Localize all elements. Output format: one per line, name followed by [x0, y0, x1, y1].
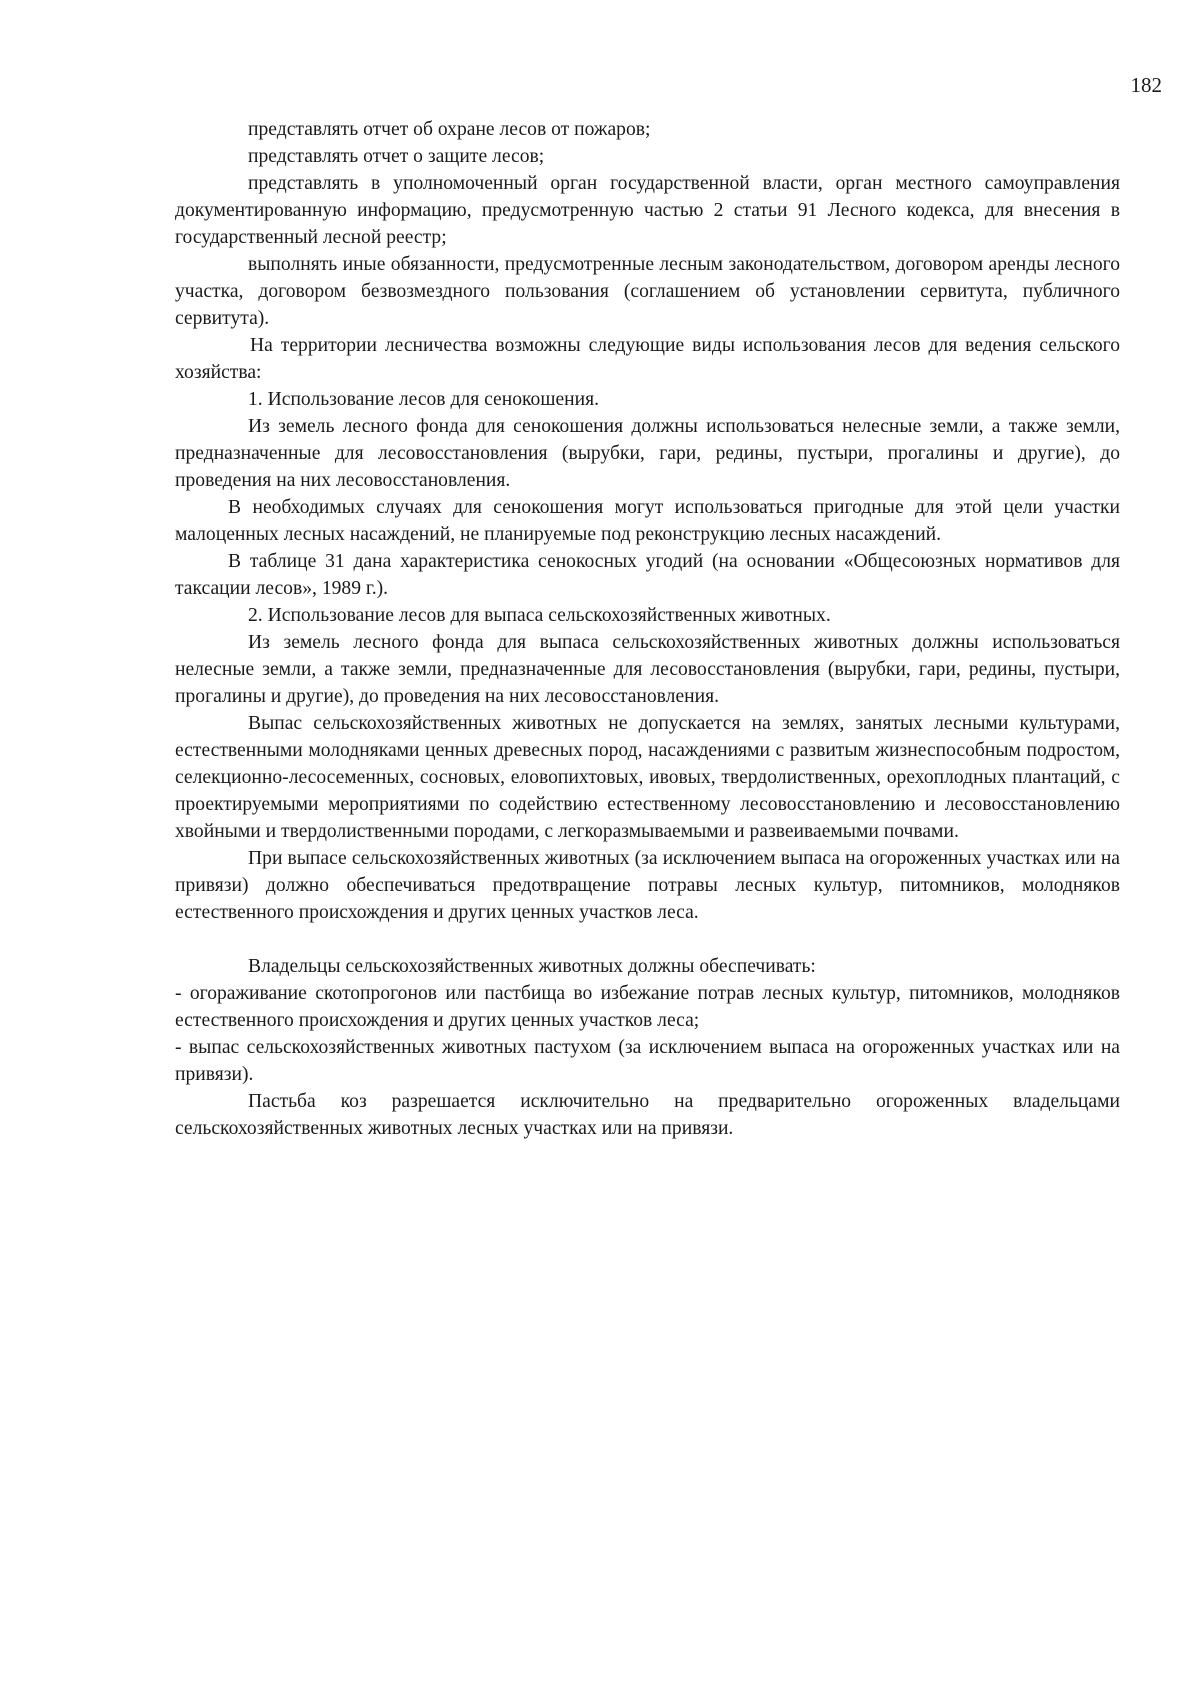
- paragraph: В таблице 31 дана характеристика сенокосных угодий (на основании «Общесоюзных нормативов для таксации лесов», 1989 г.).: [175, 551, 1120, 599]
- paragraph: Из земель лесного фонда для выпаса сельскохозяйственных животных должны использоваться нелесные земли, а также земли, предназначенные для лесовосстановления (вырубки, гари, редины, пустыри, прогалины и другие), до проведения на них лесовосстановления.: [175, 632, 1120, 707]
- page-number: 182: [1130, 73, 1162, 97]
- paragraph: выполнять иные обязанности, предусмотренные лесным законодательством, договором аренды лесного участка, договором безвозмездного пользования (соглашением об установлении сервитута, публичного сервитута).: [175, 254, 1120, 329]
- paragraph: Пастьба коз разрешается исключительно на предварительно огороженных владельцами сельскохозяйственных животных лесных участках или на привязи.: [175, 1091, 1120, 1139]
- section-heading: 1. Использование лесов для сенокошения.: [248, 389, 600, 410]
- paragraph: Из земель лесного фонда для сенокошения должны использоваться нелесные земли, а также земли, предназначенные для лесовосстановления (вырубки, гари, редины, пустыри, прогалины и другие), до проведения на них лесовосстановления.: [175, 416, 1120, 491]
- paragraph: В необходимых случаях для сенокошения могут использоваться пригодные для этой цели участки малоценных лесных насаждений, не планируемые под реконструкцию лесных насаждений.: [175, 497, 1120, 545]
- paragraph: представлять отчет о защите лесов;: [248, 146, 545, 167]
- paragraph: Выпас сельскохозяйственных животных не допускается на землях, занятых лесными культурами, естественными молодняками ценных древесных пород, насаждениями с развитым жизнеспособным подростом, селекционно-лесосеменных, сосновых, еловопихтовых, ивовых, твердолиственных, орехоплодных плантаций, с проектируемыми мероприятиями по содействию естественному лесовосстановлению и лесовосстановлению хвойными и твердолиственными породами, с легкоразмываемыми и развеиваемыми почвами.: [175, 713, 1120, 842]
- paragraph: Владельцы сельскохозяйственных животных должны обеспечивать:: [248, 956, 816, 977]
- paragraph: При выпасе сельскохозяйственных животных (за исключением выпаса на огороженных участках или на привязи) должно обеспечиваться предотвращение потравы лесных культур, питомников, молодняков естественного происхождения и других ценных участков леса.: [175, 848, 1120, 923]
- list-item: - выпас сельскохозяйственных животных пастухом (за исключением выпаса на огороженных участках или на привязи).: [175, 1037, 1120, 1085]
- paragraph: представлять в уполномоченный орган государственной власти, орган местного самоуправления документированную информацию, предусмотренную частью 2 статьи 91 Лесного кодекса, для внесения в государственный лесной реестр;: [175, 173, 1120, 248]
- section-heading: 2. Использование лесов для выпаса сельскохозяйственных животных.: [248, 605, 831, 626]
- list-item: - огораживание скотопрогонов или пастбища во избежание потрав лесных культур, питомников, молодняков естественного происхождения и других ценных участков леса;: [175, 983, 1120, 1031]
- paragraph: представлять отчет об охране лесов от пожаров;: [248, 119, 651, 140]
- paragraph: На территории лесничества возможны следующие виды использования лесов для ведения сельского хозяйства:: [175, 335, 1120, 383]
- document-body: [175, 116, 1120, 1142]
